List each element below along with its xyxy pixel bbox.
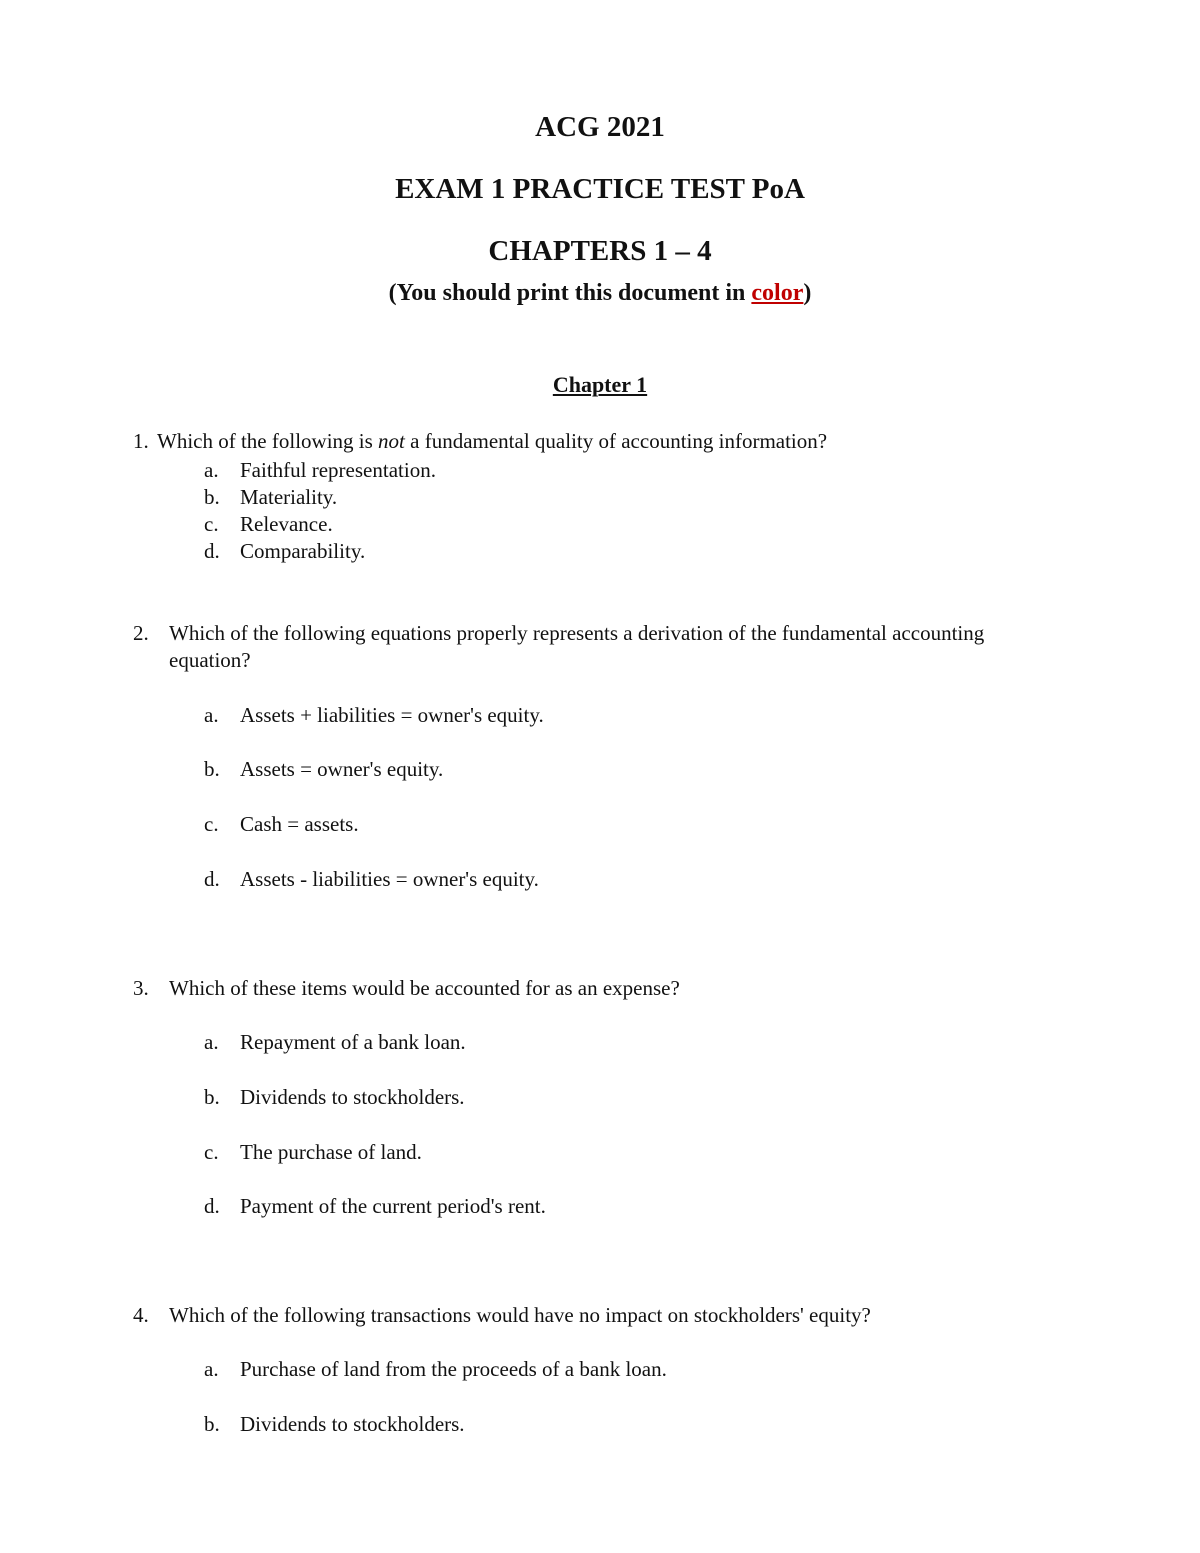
option-text: Materiality. <box>240 485 338 509</box>
course-title: ACG 2021 <box>535 111 665 143</box>
option-letter: d. <box>204 1194 220 1218</box>
option-letter: c. <box>204 512 219 536</box>
option-item <box>204 1084 804 1111</box>
option-text: Payment of the current period's rent. <box>240 1194 546 1218</box>
question-number: 2. <box>133 621 149 645</box>
option-text: Assets = owner's equity. <box>240 757 444 781</box>
option-text: Relevance. <box>240 512 333 536</box>
option-letter: a. <box>204 1357 219 1381</box>
option-item <box>204 1029 804 1056</box>
option-letter: b. <box>204 757 220 781</box>
question-number: 3. <box>133 976 149 1000</box>
question-text-before: Which of the following is <box>157 429 379 453</box>
question-2 <box>133 620 1113 674</box>
question-text-italic: not <box>378 429 405 453</box>
option-letter: a. <box>204 703 219 727</box>
question-text: Which of these items would be accounted for as an expense? <box>169 976 680 1000</box>
print-note <box>0 280 1200 307</box>
question-text-line1: Which of the following equations properly represents a derivation of the fundamental accounting <box>169 621 985 645</box>
option-text: The purchase of land. <box>240 1140 422 1164</box>
option-letter: d. <box>204 867 220 891</box>
option-text: Dividends to stockholders. <box>240 1085 465 1109</box>
option-letter: c. <box>204 1140 219 1164</box>
option-item <box>204 1411 804 1438</box>
option-text: Assets - liabilities = owner's equity. <box>240 867 539 891</box>
option-text: Dividends to stockholders. <box>240 1412 465 1436</box>
exam-title: EXAM 1 PRACTICE TEST PoA <box>395 173 805 205</box>
section-title: Chapter 1 <box>552 372 648 397</box>
option-text: Assets + liabilities = owner's equity. <box>240 703 544 727</box>
option-text: Repayment of a bank loan. <box>240 1030 466 1054</box>
print-note-color-word: color <box>751 280 804 306</box>
option-letter: b. <box>204 485 220 509</box>
question-text-line2: equation? <box>169 648 251 672</box>
option-text: Faithful representation. <box>240 458 436 482</box>
print-note-before: (You should print this document in <box>388 280 752 306</box>
option-letter: a. <box>204 458 219 482</box>
question-1 <box>133 428 1033 455</box>
option-item <box>204 1193 804 1220</box>
option-item <box>204 538 804 565</box>
question-text-after: a fundamental quality of accounting information? <box>404 429 828 453</box>
option-item <box>204 866 804 893</box>
question-4 <box>133 1302 1083 1329</box>
option-letter: b. <box>204 1085 220 1109</box>
option-item <box>204 756 804 783</box>
option-item <box>204 811 804 838</box>
option-letter: c. <box>204 812 219 836</box>
question-text <box>157 428 827 455</box>
option-item <box>204 457 804 484</box>
option-text: Comparability. <box>240 539 366 563</box>
option-item <box>204 1139 804 1166</box>
question-text: Which of the following transactions would have no impact on stockholders' equity? <box>169 1303 871 1327</box>
question-number: 4. <box>133 1303 149 1327</box>
question-number: 1. <box>133 429 149 453</box>
option-letter: a. <box>204 1030 219 1054</box>
print-note-after: ) <box>803 280 812 306</box>
option-item <box>204 484 804 511</box>
chapters-title: CHAPTERS 1 – 4 <box>488 235 712 267</box>
option-text: Cash = assets. <box>240 812 359 836</box>
option-item <box>204 511 804 538</box>
option-letter: b. <box>204 1412 220 1436</box>
option-item <box>204 1356 904 1383</box>
option-letter: d. <box>204 539 220 563</box>
option-text: Purchase of land from the proceeds of a bank loan. <box>240 1357 667 1381</box>
option-item <box>204 702 804 729</box>
question-3 <box>133 975 1033 1002</box>
